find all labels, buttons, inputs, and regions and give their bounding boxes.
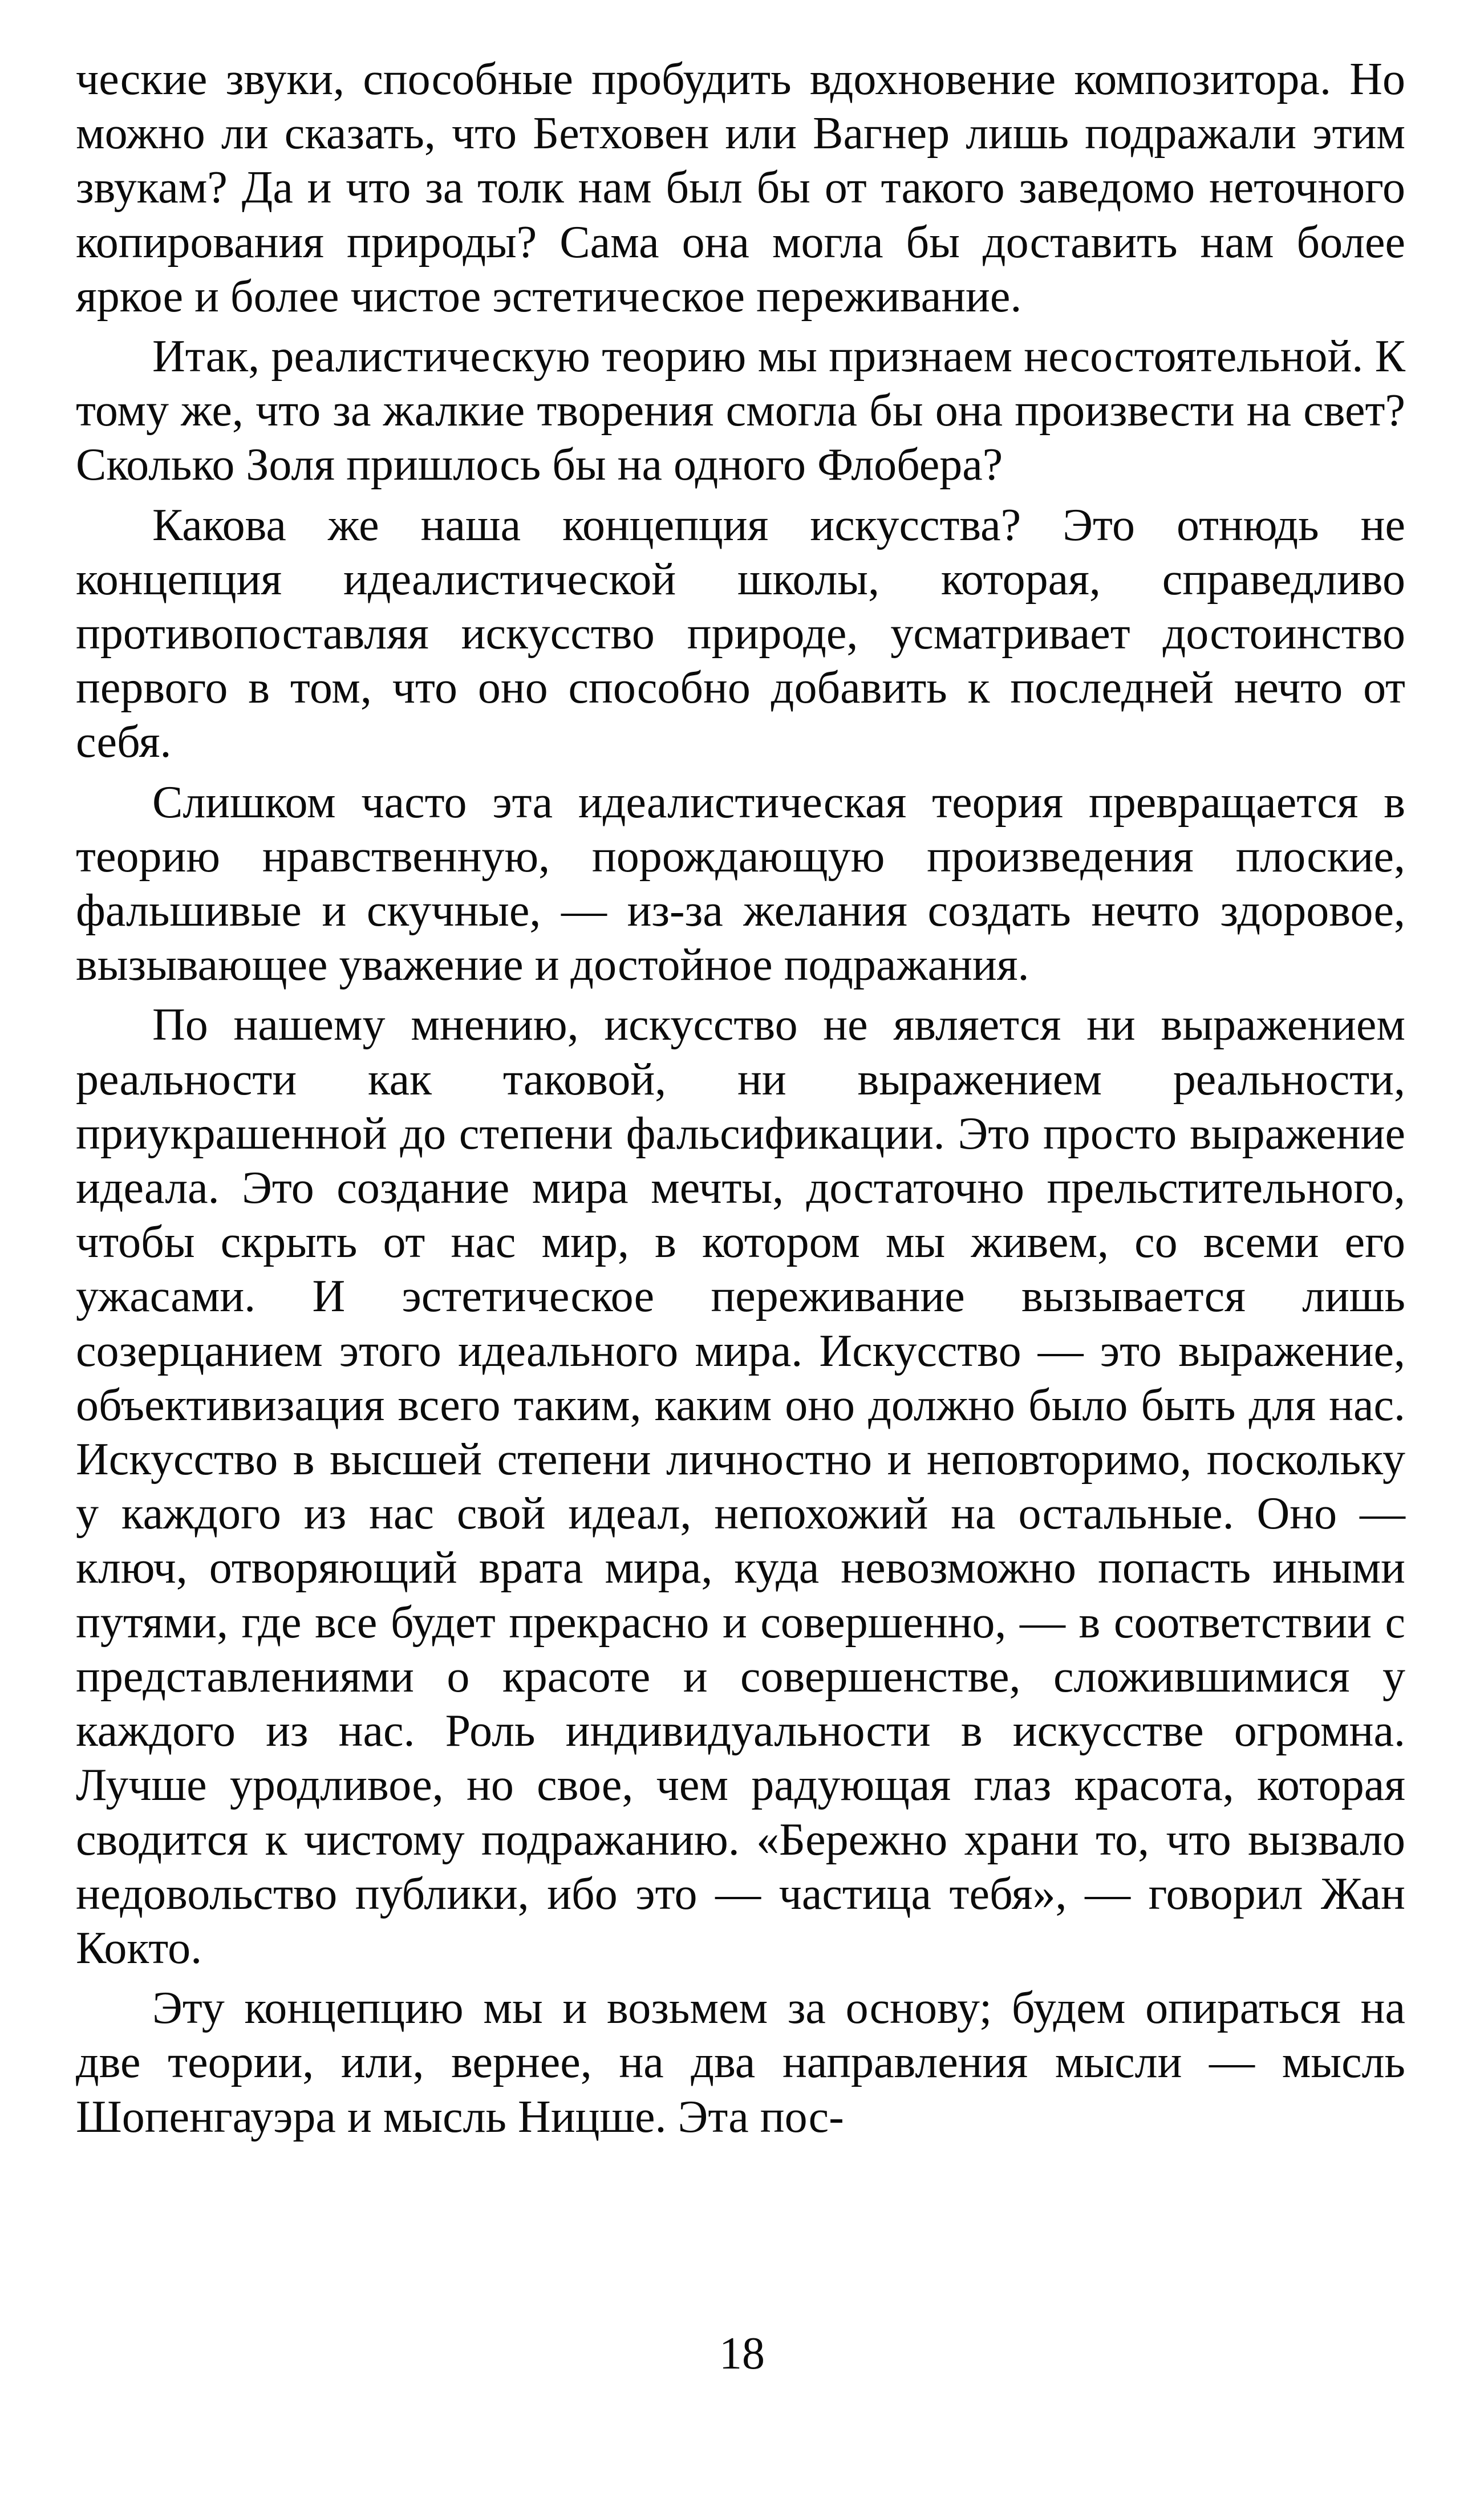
page-number: 18: [719, 2329, 765, 2379]
paragraph-idealist-theory: Слишком часто эта идеалистическая теория превращается в теорию нравственную, порождающую произведения плоские, фальшивые и скучные, — из-за желания создать нечто здоровое, вызывающее уважение и достойное подражания.: [76, 777, 1405, 991]
paragraph-realist-theory: Итак, реалистическую теорию мы признаем несостоятельной. К тому же, что за жалкие творения смогла бы она произвести на свет? Сколько Золя пришлось бы на одного Флобера?: [76, 331, 1405, 490]
paragraph-schopenhauer-nietzsche: Эту концепцию мы и возьмем за основу; будем опираться на две теории, или, вернее, на два направления мысли — мысль Шопенгауэра и мысль Ницше. Эта пос-: [76, 1983, 1405, 2142]
paragraph-our-opinion: По нашему мнению, искусство не является ни выражением реальности как таковой, ни выражением реальности, приукрашенной до степени фальсификации. Это просто выражение идеала. Это создание мира мечты, достаточно прельстительного, чтобы скрыть от нас мир, в котором мы живем, со всеми его ужасами. И эстетическое переживание вызывается лишь созерцанием этого идеального мира. Искусство — это выражение, объективизация всего таким, каким оно должно было быть для нас. Искусство в высшей степени личностно и неповторимо, поскольку у каждого из нас свой идеал, непохожий на остальные. Оно — ключ, отворяющий врата мира, куда невозможно попасть иными путями, где все будет прекрасно и совершенно, — в соответствии с представлениями о красоте и совершенстве, сложившимися у каждого из нас. Роль индивидуальности в искусстве огромна. Лучше уродливое, но свое, чем радующая глаз красота, которая сводится к чистому подражанию. «Бережно храни то, что вызвало недовольство публики, ибо это — частица тебя», — говорил Жан Кокто.: [76, 1000, 1405, 1973]
paragraph-continued: ческие звуки, способные пробудить вдохновение композитора. Но можно ли сказать, что Бетховен или Вагнер лишь подражали этим звукам? Да и что за толк нам был бы от такого заведомо неточного копирования природы? Сама она могла бы доставить нам более яркое и более чистое эстетическое переживание.: [76, 54, 1405, 322]
paragraph-concept-of-art: Какова же наша концепция искусства? Это отнюдь не концепция идеалистической школы, которая, справедливо противопоставляя искусство природе, усматривает достоинство первого в том, что оно способно добавить к последней нечто от себя.: [76, 500, 1405, 768]
